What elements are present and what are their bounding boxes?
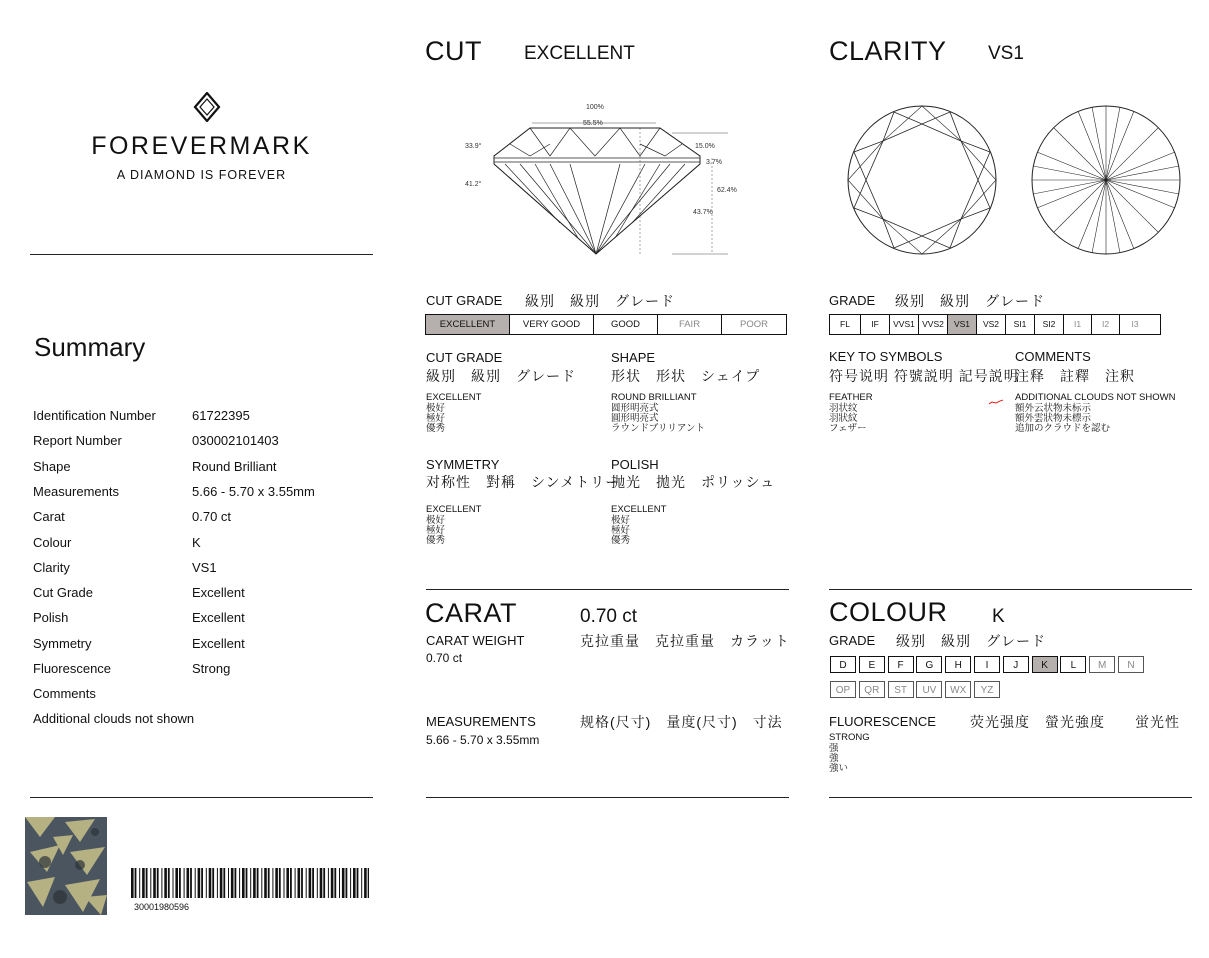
diamond-logo-icon — [192, 92, 222, 122]
diagram-crown-angle-label: 33.9° — [465, 143, 482, 150]
colour-grade-cell: E — [859, 656, 885, 673]
divider — [426, 589, 789, 590]
summary-row-value: 0.70 ct — [192, 509, 232, 525]
colour-grade-cell: K — [1032, 656, 1058, 673]
colour-grade-cell: J — [1003, 656, 1029, 673]
summary-row-label: Identification Number — [33, 408, 156, 423]
summary-row — [33, 636, 373, 661]
summary-row-label: Comments — [33, 686, 96, 702]
measurements-value: 5.66 - 5.70 x 3.55mm — [426, 733, 540, 747]
grade-scale-cell: EXCELLENT — [426, 315, 510, 334]
shape-label: SHAPE — [611, 350, 656, 365]
key-to-symbols-label: KEY TO SYMBOLS — [829, 349, 943, 364]
colour-grade-cell: M — [1089, 656, 1115, 673]
summary-row-label: Fluorescence — [33, 661, 112, 676]
cut-grade-scale — [425, 314, 787, 335]
summary-row-value: K — [192, 534, 201, 550]
barcode-number: 30001980596 — [134, 902, 190, 912]
polish-label: POLISH — [611, 457, 659, 472]
colour-grade-cell: H — [945, 656, 971, 673]
grade-scale-cell: I2 — [1092, 315, 1120, 334]
colour-grade-cell: N — [1118, 656, 1144, 673]
brand-name: FOREVERMARK — [91, 132, 312, 160]
grade-scale-cell: VERY GOOD — [510, 315, 594, 334]
summary-row-value: Strong — [192, 661, 231, 676]
cut-grade-label: CUT GRADE — [426, 293, 503, 308]
diagram-pavilion-depth-label: 43.7% — [693, 209, 713, 216]
colour-grade-cell: QR — [859, 681, 885, 698]
summary-row-label: Symmetry — [33, 635, 92, 651]
summary-row-label: Report Number — [33, 433, 122, 449]
shape-value-jp: 圆形明亮式 圓形明亮式 ラウンドブリリアント — [611, 403, 705, 434]
colour-grade-cell: L — [1060, 656, 1086, 673]
polish-jp: 抛光 拋光 ポリッシュ — [611, 474, 776, 490]
cut-grade-jp: 級別 級別 グレード — [525, 293, 675, 309]
carat-title: CARAT — [425, 598, 518, 628]
carat-weight-value: 0.70 ct — [426, 651, 463, 665]
summary-row — [33, 484, 373, 509]
colour-grade-cell: D — [830, 656, 856, 673]
clarity-value: VS1 — [988, 43, 1024, 64]
grade-scale-cell: VS2 — [977, 315, 1006, 334]
grade-scale-cell: GOOD — [594, 315, 658, 334]
divider — [829, 797, 1192, 798]
summary-row-label: Colour — [33, 534, 72, 550]
summary-title: Summary — [34, 332, 146, 362]
key-to-symbols-jp: 符号说明 符號説明 記号説明 — [829, 368, 1019, 384]
polish-value-jp: 极好 極好 優秀 — [611, 515, 631, 546]
diagram-table-pct-label: 55.5% — [583, 120, 603, 127]
grade-scale-cell: FL — [830, 315, 861, 334]
diagram-girdle-label: 3.7% — [706, 159, 722, 166]
colour-grade-cell: ST — [888, 681, 914, 698]
divider — [829, 589, 1192, 590]
colour-grade-cell: WX — [945, 681, 971, 698]
cut-grade-sub-label: CUT GRADE — [426, 350, 503, 365]
colour-grade-cell: YZ — [974, 681, 1000, 698]
carat-weight-jp: 克拉重量 克拉重量 カラット — [580, 633, 790, 649]
shape-value: ROUND BRILLIANT — [611, 392, 697, 403]
summary-row-value: 61722395 — [192, 408, 250, 423]
fluorescence-label: FLUORESCENCE — [829, 714, 936, 729]
key-symbol-value-jp: 羽状纹 羽狀紋 フェザー — [829, 403, 867, 434]
colour-grade-cell: F — [888, 656, 914, 673]
comments-value: ADDITIONAL CLOUDS NOT SHOWN — [1015, 392, 1176, 403]
summary-row — [33, 535, 373, 560]
barcode-image — [131, 868, 371, 898]
summary-row-value: 5.66 - 5.70 x 3.55mm — [192, 483, 315, 499]
symmetry-value: EXCELLENT — [426, 504, 482, 515]
summary-row — [33, 408, 373, 433]
summary-row-value: Round Brilliant — [192, 458, 277, 474]
carat-weight-label: CARAT WEIGHT — [426, 633, 525, 648]
summary-row — [33, 560, 373, 585]
grade-scale-cell: POOR — [740, 319, 768, 330]
summary-row-label: Carat — [33, 509, 65, 525]
cut-grade-sub-jp: 級別 級別 グレード — [426, 368, 576, 384]
key-symbol-value: FEATHER — [829, 392, 873, 403]
cut-grade-sub-value-jp: 极好 極好 優秀 — [426, 403, 446, 434]
cut-grade-sub-value: EXCELLENT — [426, 392, 482, 403]
summary-row-value: VS1 — [192, 559, 217, 575]
clarity-grade-scale — [829, 314, 1161, 335]
feather-symbol-icon — [988, 399, 1004, 405]
colour-grade-jp: 级别 級別 グレード — [896, 633, 1046, 649]
cut-title: CUT — [425, 36, 482, 66]
summary-row — [33, 509, 373, 534]
grade-scale-cell: VS1 — [948, 315, 977, 334]
summary-row — [33, 459, 373, 484]
summary-row-label: Shape — [33, 458, 71, 474]
grade-scale-cell: SI1 — [1006, 315, 1035, 334]
summary-row-label: Clarity — [33, 559, 70, 575]
colour-grade-cell: OP — [830, 681, 856, 698]
grade-scale-cell: I1 — [1064, 315, 1092, 334]
colour-grade-cell: G — [916, 656, 942, 673]
divider — [30, 254, 373, 255]
summary-row-label: Cut Grade — [33, 585, 93, 601]
summary-row-label: Measurements — [33, 483, 119, 499]
summary-row — [33, 661, 373, 686]
summary-row-value: 030002101403 — [192, 433, 279, 449]
diagram-depth-label: 62.4% — [717, 187, 737, 194]
brand-tagline: A DIAMOND IS FOREVER — [116, 168, 287, 182]
polish-value: EXCELLENT — [611, 504, 667, 515]
cut-value: EXCELLENT — [524, 43, 635, 64]
colour-title: COLOUR — [829, 597, 948, 627]
measurements-label: MEASUREMENTS — [426, 714, 536, 729]
summary-row — [33, 585, 373, 610]
measurements-jp: 规格(尺寸) 量度(尺寸) 寸法 — [580, 714, 783, 730]
fluorescence-value-jp: 强 強 強い — [829, 743, 849, 774]
grade-scale-cell: FAIR — [658, 315, 722, 334]
symmetry-label: SYMMETRY — [426, 457, 500, 472]
grade-scale-cell: SI2 — [1035, 315, 1064, 334]
fluorescence-jp: 荧光强度 螢光強度 蛍光性 — [970, 714, 1180, 730]
clarity-grade-label: GRADE — [829, 293, 876, 308]
summary-row-value: Excellent — [192, 585, 245, 601]
hologram-image — [25, 817, 107, 915]
diagram-crown-height-label: 15.0% — [695, 143, 715, 150]
shape-jp: 形状 形状 シェイプ — [611, 368, 761, 384]
comments-label: COMMENTS — [1015, 349, 1091, 364]
divider — [30, 797, 373, 798]
summary-row — [33, 433, 373, 458]
clarity-title: CLARITY — [829, 36, 947, 66]
carat-value: 0.70 ct — [580, 606, 638, 627]
fluorescence-value: STRONG — [829, 732, 870, 743]
summary-row — [33, 610, 373, 635]
diamond-profile-diagram — [460, 98, 750, 258]
comments-jp: 注释 註釋 注釈 — [1015, 368, 1135, 384]
diagram-pavilion-angle-label: 41.2° — [465, 181, 482, 188]
symmetry-value-jp: 极好 極好 優秀 — [426, 515, 446, 546]
colour-grade-cell: UV — [916, 681, 942, 698]
colour-grade-cell: I — [974, 656, 1000, 673]
divider — [426, 797, 789, 798]
grade-scale-cell: I3 — [1131, 319, 1139, 329]
summary-row — [33, 686, 373, 711]
grade-scale-cell: VVS1 — [890, 315, 919, 334]
summary-row-value: Excellent — [192, 610, 245, 626]
clarity-plot-crown-diagram — [846, 104, 998, 256]
symmetry-jp: 对称性 對稱 シンメトリー — [426, 474, 621, 490]
grade-scale-cell: IF — [861, 315, 890, 334]
diagram-table-label: 100% — [586, 104, 604, 111]
grade-scale-cell: VVS2 — [919, 315, 948, 334]
clarity-plot-pavilion-diagram — [1030, 104, 1182, 256]
summary-row-value: Excellent — [192, 635, 245, 651]
clarity-grade-jp: 级别 級別 グレード — [895, 293, 1045, 309]
summary-comment-text: Additional clouds not shown — [33, 711, 195, 726]
colour-grade-label: GRADE — [829, 633, 876, 648]
summary-row-label: Polish — [33, 610, 69, 626]
colour-value: K — [992, 606, 1005, 627]
comments-value-jp: 額外云状物未标示 額外雲狀物未標示 追加のクラウドを認む — [1015, 403, 1111, 434]
